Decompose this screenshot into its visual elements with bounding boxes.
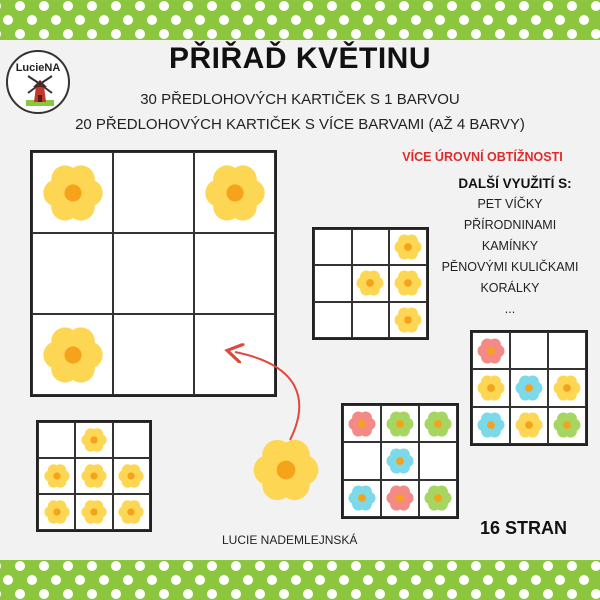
subtitle-single-color: 30 PŘEDLOHOVÝCH KARTIČEK S 1 BARVOU bbox=[140, 91, 460, 108]
subtitle-multi-color: 20 PŘEDLOHOVÝCH KARTIČEK S VÍCE BARVAMI (AŽ 4 BARVY) bbox=[75, 116, 525, 133]
use-item: ... bbox=[504, 302, 516, 316]
page-title: PŘIŘAĎ KVĚTINU bbox=[168, 42, 431, 75]
author-name: LUCIE NADEMLEJNSKÁ bbox=[222, 533, 358, 547]
loose-flower-icon bbox=[250, 434, 322, 511]
use-item: PŘÍRODNINAMI bbox=[463, 218, 557, 232]
other-uses-title: DALŠÍ VYUŽITÍ S: bbox=[458, 176, 572, 191]
use-item: PET VÍČKY bbox=[477, 197, 543, 211]
page-count: 16 STRAN bbox=[480, 518, 568, 538]
use-item: KAMÍNKY bbox=[481, 239, 539, 253]
difficulty-levels-label: VÍCE ÚROVNÍ OBTÍŽNOSTI bbox=[402, 150, 563, 164]
logo-text: LucieNA bbox=[15, 62, 61, 74]
use-item: KORÁLKY bbox=[480, 281, 540, 295]
use-item: PĚNOVÝMI KULIČKAMI bbox=[441, 260, 579, 274]
